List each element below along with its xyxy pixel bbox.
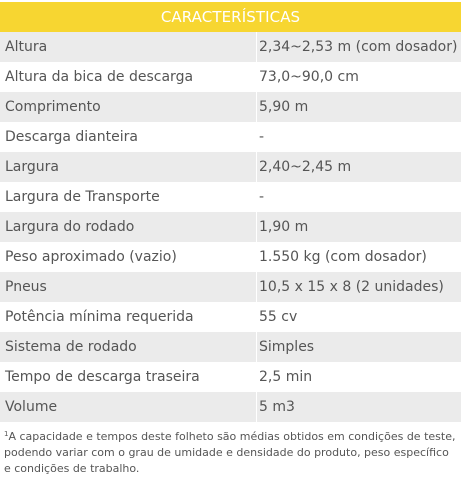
row-label: Potência mínima requerida <box>0 302 257 332</box>
table-row <box>0 182 461 212</box>
row-value: 10,5 x 15 x 8 (2 unidades) <box>259 279 444 295</box>
table-row <box>0 122 461 152</box>
footnote-marker: 1 <box>4 430 9 438</box>
table-row <box>0 32 461 62</box>
row-value: 2,34~2,53 m (com dosador) <box>259 39 458 55</box>
row-value: 1,90 m <box>259 219 309 235</box>
table-row <box>0 392 461 422</box>
row-label: Volume <box>0 392 257 422</box>
row-value: - <box>259 129 265 145</box>
table-row <box>0 332 461 362</box>
table-row <box>0 212 461 242</box>
row-value: - <box>259 189 265 205</box>
row-value: Simples <box>259 339 315 355</box>
row-label: Tempo de descarga traseira <box>0 362 257 392</box>
row-label: Largura <box>0 152 257 182</box>
specs-table <box>0 2 461 422</box>
table-row <box>0 242 461 272</box>
table-row <box>0 272 461 302</box>
row-value: 5,90 m <box>259 99 309 115</box>
row-label: Largura do rodado <box>0 212 257 242</box>
row-value: 5 m3 <box>259 399 295 415</box>
row-label: Descarga dianteira <box>0 122 257 152</box>
row-label: Largura de Transporte <box>0 182 257 212</box>
row-label: Peso aproximado (vazio) <box>0 242 257 272</box>
table-row <box>0 62 461 92</box>
table-row <box>0 92 461 122</box>
table-header: CARACTERÍSTICAS <box>0 2 461 32</box>
row-label: Comprimento <box>0 92 257 122</box>
row-label: Pneus <box>0 272 257 302</box>
table-body <box>0 32 461 422</box>
footnote-text: A capacidade e tempos deste folheto são médias obtidos em condições de teste, podendo variar com o grau de umidade e densidade do produto, peso específico e condições de trabalho. <box>4 430 456 475</box>
row-value: 55 cv <box>259 309 298 325</box>
footnote <box>4 429 456 477</box>
row-value: 73,0~90,0 cm <box>259 69 359 85</box>
row-label: Altura <box>0 32 257 62</box>
row-value: 2,40~2,45 m <box>259 159 352 175</box>
table-row <box>0 302 461 332</box>
row-value: 1.550 kg (com dosador) <box>259 249 427 265</box>
table-row <box>0 152 461 182</box>
row-label: Altura da bica de descarga <box>0 62 257 92</box>
row-value: 2,5 min <box>259 369 313 385</box>
table-row <box>0 362 461 392</box>
row-label: Sistema de rodado <box>0 332 257 362</box>
